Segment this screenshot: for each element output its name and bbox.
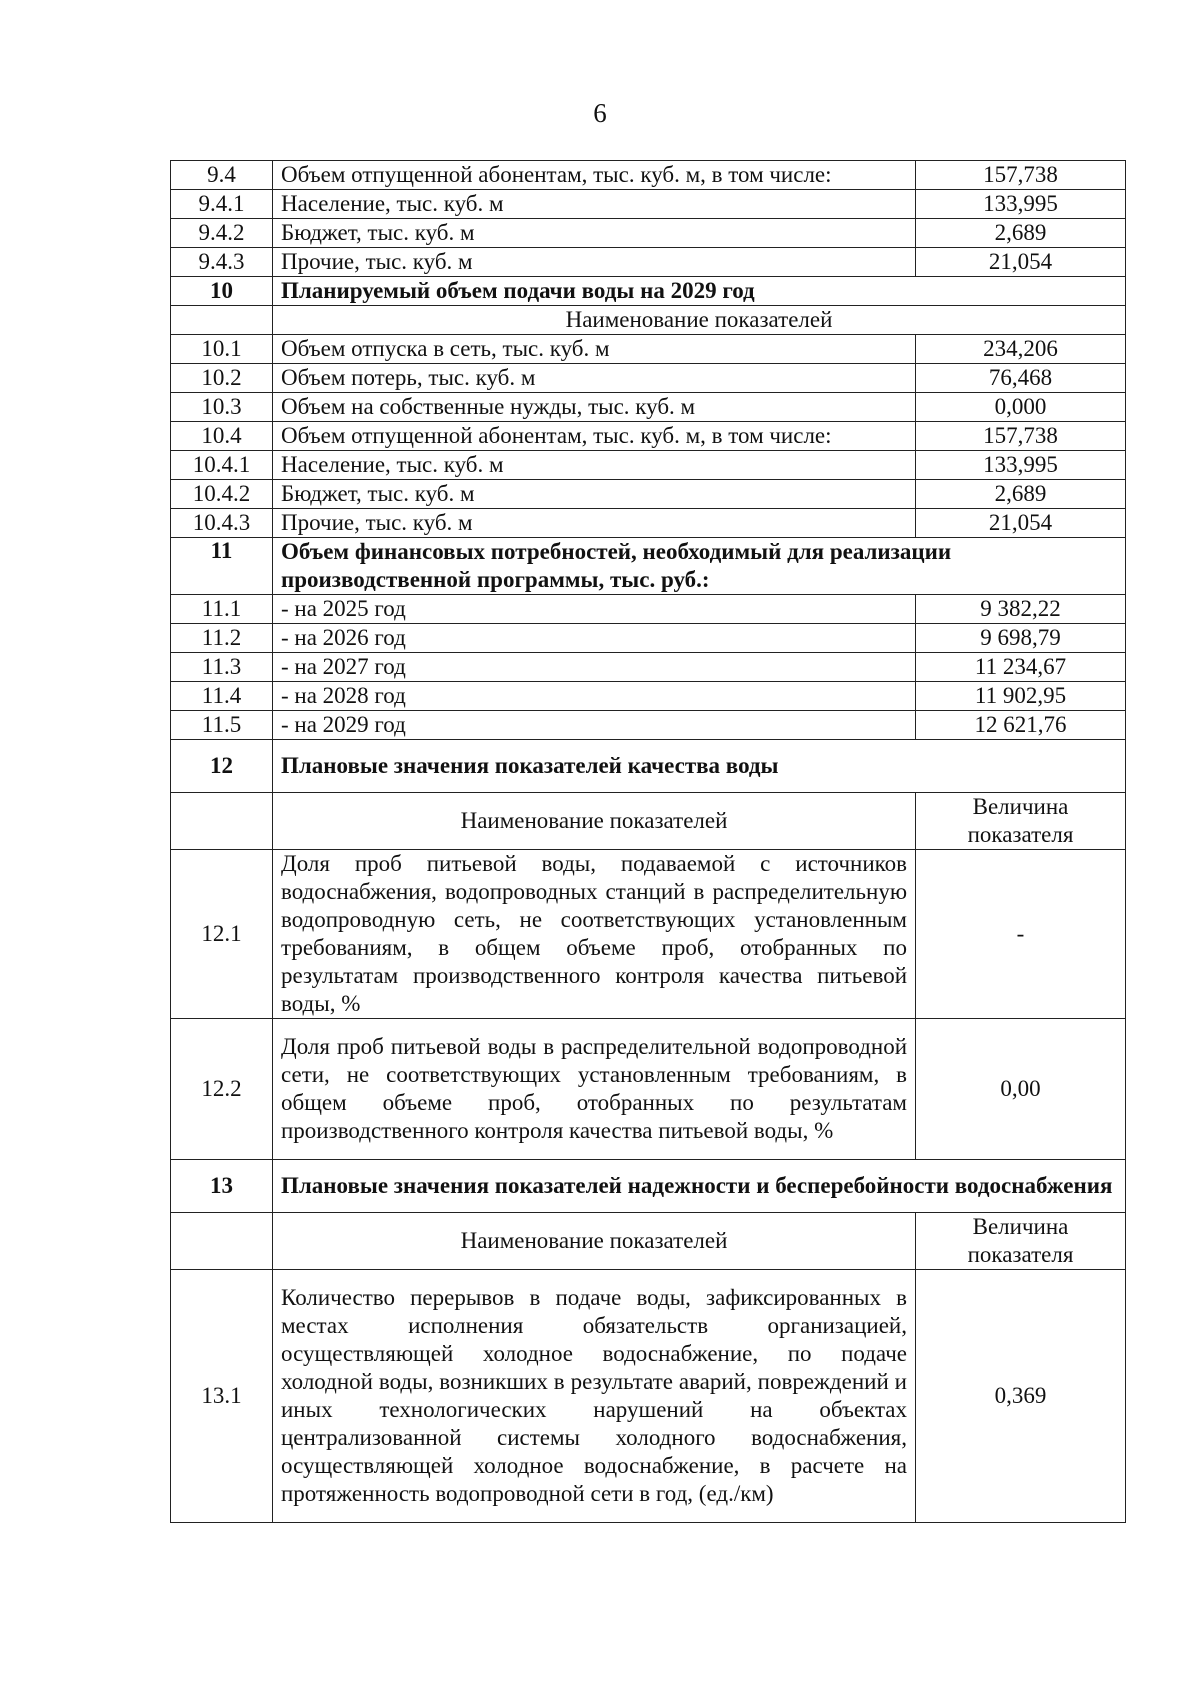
row-value: - [916,850,1126,1019]
row-label: Объем отпуска в сеть, тыс. куб. м [273,335,916,364]
row-number: 12.2 [171,1019,273,1160]
section-12-header-row [171,793,1126,850]
row-number: 11.5 [171,711,273,740]
section-12-title: Плановые значения показателей качества воды [273,740,1126,793]
row-label: Объем на собственные нужды, тыс. куб. м [273,393,916,422]
row-number: 10.2 [171,364,273,393]
section-10-title-row [171,277,1126,306]
row-number: 12.1 [171,850,273,1019]
section-10-title: Планируемый объем подачи воды на 2029 год [273,277,1126,306]
table-row [171,624,1126,653]
section-13-header-value: Величина показателя [916,1213,1126,1270]
row-label: Бюджет, тыс. куб. м [273,219,916,248]
table-row [171,422,1126,451]
row-number: 10.4 [171,422,273,451]
row-label: - на 2026 год [273,624,916,653]
row-number: 10.4.1 [171,451,273,480]
section-10-header: Наименование показателей [273,306,1126,335]
row-number: 9.4 [171,161,273,190]
section-10-header-row [171,306,1126,335]
table-row [171,850,1126,1019]
row-value: 157,738 [916,422,1126,451]
row-value: 76,468 [916,364,1126,393]
row-value: 11 234,67 [916,653,1126,682]
row-number: 13.1 [171,1270,273,1523]
row-number: 9.4.2 [171,219,273,248]
row-label: - на 2027 год [273,653,916,682]
table-row [171,161,1126,190]
row-value: 0,000 [916,393,1126,422]
table-row [171,219,1126,248]
row-label: Объем потерь, тыс. куб. м [273,364,916,393]
table-row [171,1019,1126,1160]
row-value: 2,689 [916,480,1126,509]
empty-cell [171,1213,273,1270]
table-row [171,682,1126,711]
empty-cell [171,793,273,850]
section-13-header: Наименование показателей [273,1213,916,1270]
section-13-title: Плановые значения показателей надежности и бесперебойности водоснабжения [273,1160,1126,1213]
table-row [171,653,1126,682]
row-number: 9.4.3 [171,248,273,277]
row-number: 11.4 [171,682,273,711]
row-value: 0,369 [916,1270,1126,1523]
row-value: 234,206 [916,335,1126,364]
row-label: Прочие, тыс. куб. м [273,509,916,538]
row-value: 9 698,79 [916,624,1126,653]
row-label: - на 2025 год [273,595,916,624]
section-12-header: Наименование показателей [273,793,916,850]
row-number: 10.1 [171,335,273,364]
row-number: 10.4.3 [171,509,273,538]
indicators-table [170,160,1126,1523]
table-row [171,393,1126,422]
row-label: Объем отпущенной абонентам, тыс. куб. м, в том числе: [273,161,916,190]
row-value: 12 621,76 [916,711,1126,740]
row-value: 11 902,95 [916,682,1126,711]
row-label: Население, тыс. куб. м [273,451,916,480]
row-value: 133,995 [916,451,1126,480]
section-13-number: 13 [171,1160,273,1213]
row-label: Доля проб питьевой воды в распределительной водопроводной сети, не соответствующих установленным требованиям, в общем объеме проб, отобранных по результатам производственного контроля качества питьевой воды, % [273,1019,916,1160]
row-number: 11.3 [171,653,273,682]
row-number: 9.4.1 [171,190,273,219]
section-12-number: 12 [171,740,273,793]
table-row [171,248,1126,277]
table-row [171,190,1126,219]
row-number: 10.4.2 [171,480,273,509]
section-11-title-row [171,538,1126,595]
row-value: 157,738 [916,161,1126,190]
table-row [171,595,1126,624]
section-11-title: Объем финансовых потребностей, необходимый для реализации производственной программы, тыс. руб.: [273,538,1126,595]
row-value: 21,054 [916,248,1126,277]
row-value: 0,00 [916,1019,1126,1160]
row-value: 2,689 [916,219,1126,248]
row-number: 11.2 [171,624,273,653]
row-value: 9 382,22 [916,595,1126,624]
section-13-header-row [171,1213,1126,1270]
row-number: 11.1 [171,595,273,624]
row-label: Бюджет, тыс. куб. м [273,480,916,509]
row-label: - на 2029 год [273,711,916,740]
page-number: 6 [593,98,607,128]
section-11-number: 11 [171,538,273,595]
table-row [171,711,1126,740]
row-value: 21,054 [916,509,1126,538]
row-label: Объем отпущенной абонентам, тыс. куб. м, в том числе: [273,422,916,451]
row-number: 10.3 [171,393,273,422]
table-row [171,364,1126,393]
table-row [171,1270,1126,1523]
row-label: Количество перерывов в подаче воды, зафиксированных в местах исполнения обязательств организацией, осуществляющей холодное водоснабжение, по подаче холодной воды, возникших в результате аварий, повреждений и иных технологических нарушений на объектах централизованной системы холодного водоснабжения, осуществляющей холодное водоснабжение, в расчете на протяженность водопроводной сети в год, (ед./км) [273,1270,916,1523]
table-row [171,335,1126,364]
section-12-header-value: Величина показателя [916,793,1126,850]
table-row [171,509,1126,538]
empty-cell [171,306,273,335]
row-label: Доля проб питьевой воды, подаваемой с источников водоснабжения, водопроводных станций в распределительную водопроводную сеть, не соответствующих установленным требованиям, в общем объеме проб, отобранных по результатам производственного контроля качества питьевой воды, % [273,850,916,1019]
row-label: - на 2028 год [273,682,916,711]
section-13-title-row [171,1160,1126,1213]
row-value: 133,995 [916,190,1126,219]
row-label: Прочие, тыс. куб. м [273,248,916,277]
section-12-title-row [171,740,1126,793]
section-10-number: 10 [171,277,273,306]
table-row [171,451,1126,480]
row-label: Население, тыс. куб. м [273,190,916,219]
table-row [171,480,1126,509]
